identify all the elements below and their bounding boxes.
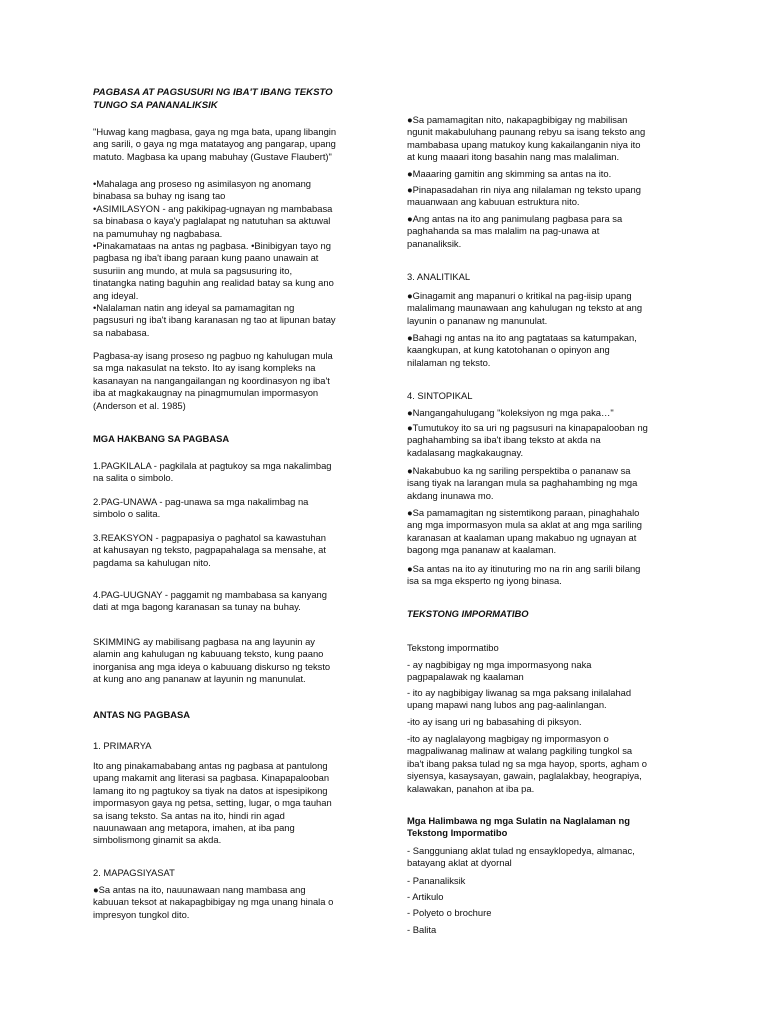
halimbawa-item: - Balita	[407, 924, 437, 935]
hakbang-item: 1.PAGKILALA - pagkilala at pagtukoy sa mga nakalimbag na salita o simbolo.	[93, 460, 332, 484]
intro-paragraph	[93, 178, 370, 339]
definition-line: sa mga nakasulat na teksto. Ito ay isang kompleks na	[93, 362, 316, 374]
bullet-item: ●Sa pamamagitan ng sistemtikong paraan, pinaghahalo ang mga impormasyon mula sa aklat at ang mga sariling karanasan at kaalaman upang makabuo ng ugnayan at bagong mga pananaw at kaalaman.	[407, 507, 643, 556]
bullet-item: ●Nakabubuo ka ng sariling perspektiba o pananaw sa isang tiyak na larangan mula sa paghahambing ng mga akdang inunawa mo.	[407, 465, 638, 501]
intro-line: susuriin ang mundo, at mula sa pagsusuring ito,	[93, 264, 293, 276]
quote-paragraph	[93, 126, 370, 163]
primarya-line: impormasyon gaya ng petsa, setting, lugar, o mga tauhan	[93, 797, 332, 809]
intro-line: •ASIMILASYON - ang pakikipag-ugnayan ng mambabasa	[93, 202, 333, 214]
mapagsiyasat-heading: 2. MAPAGSIYASAT	[93, 867, 175, 878]
halimbawa-heading: Mga Halimbawa ng mga Sulatin na Naglalaman ng Tekstong Impormatibo	[407, 815, 630, 839]
mapagsiyasat-line: impresyon tungkol dito.	[93, 908, 190, 920]
bullet-item: ●Maaaring gamitin ang skimming sa antas na ito.	[407, 168, 612, 179]
analitikal-heading: 3. ANALITIKAL	[407, 271, 471, 282]
intro-line: tinatangka nating baguhin ang realidad batay sa kung ano	[93, 277, 334, 289]
primarya-line: Ito ang pinakamababang antas ng pagbasa at pantulong	[93, 760, 328, 771]
definition-line: Pagbasa-ay isang proseso ng pagbuo ng kahulugan mula	[93, 350, 333, 361]
bullet-item: ●Pinapasadahan rin niya ang nilalaman ng teksto upang mauanwaan ang kabuuan estruktura nito.	[407, 184, 641, 208]
hakbang-heading: MGA HAKBANG SA PAGBASA	[93, 433, 230, 444]
bullet-item: ●Ang antas na ito ang panimulang pagbasa para sa paghahanda sa mas malalim na pag-unawa at pananaliksik.	[407, 213, 623, 249]
primarya-line: upang makamit ang literasi sa pagbasa. Kinapapalooban	[93, 772, 330, 784]
document-title	[93, 86, 370, 112]
bullet-item: ●Tumutukoy ito sa uri ng pagsusuri na kinapapalooban ng paghahambing sa iba't ibang teksto at akda na kadalasang magkakaugnay.	[407, 422, 648, 458]
skimming-line: SKIMMING ay mabilisang pagbasa na ang layunin ay	[93, 636, 315, 647]
mapagsiyasat-line: kabuuan teksot at nakapagbibigay ng mga unang hinala o	[93, 896, 334, 908]
halimbawa-item: - Artikulo	[407, 891, 444, 902]
informatibo-label: Tekstong impormatibo	[407, 642, 499, 653]
informatibo-item: -ito ay naglalayong magbigay ng impormasyon o magpaliwanag malinaw at walang pagkiling tungkol sa iba't ibang paksa tulad ng sa mga hayop, sports, agham o siyensya, kasaysayan, gawain, paglalakbay, heograpiya, kalawakan, panahon at iba pa.	[407, 733, 647, 794]
quote-line: matuto. Magbasa ka upang mabuhay (Gustave Flaubert)"	[93, 150, 332, 162]
quote-line: "Huwag kang magbasa, gaya ng mga bata, upang libangin	[93, 126, 337, 137]
skimming-line: inorganisa ang mga ideya o kabuuang diskurso ng teksto	[93, 660, 331, 672]
intro-line: •Nalalaman natin ang ideyal sa pamamagitan ng	[93, 302, 295, 314]
primarya-line: lamang ito ng pagtukoy sa tiyak na datos at ispesipikong	[93, 784, 328, 796]
definition-line: kasanayan na nangangailangan ng koordinasyon ng iba't	[93, 374, 330, 386]
primarya-paragraph	[93, 760, 370, 847]
intro-line: pagsusuri ng iba't ibang karanasan ng tao at lipunan batay	[93, 314, 336, 326]
primarya-line: nauunawaan ang metapora, imahen, at iba pang	[93, 822, 295, 834]
quote-line: ang sarili, o gaya ng mga matatayog ang pangarap, upang	[93, 138, 336, 150]
definition-paragraph	[93, 350, 370, 412]
intro-line: ang ideyal.	[93, 289, 139, 301]
intro-line: •Pinakamataas na antas ng pagbasa. •Binibigyan tayo ng	[93, 240, 331, 252]
mapagsiyasat-line: ●Sa antas na ito, nauunawaan nang mambasa ang	[93, 884, 306, 895]
hakbang-item: 3.REAKSYON - pagpapasiya o paghatol sa kawastuhan at kahusayan ng teksto, pagpapahalaga sa mensahe, at pagdama sa kahulugan nito.	[93, 532, 326, 568]
intro-line: na pamumuhay ng nagbabasa.	[93, 227, 223, 239]
intro-line: sa binabasa o kaya'y paglalapat ng natutuhan sa aktuwal	[93, 215, 331, 227]
bullet-item: ●Nangangahulugang "koleksiyon ng mga paka…"	[407, 407, 614, 418]
halimbawa-item: - Sangguniang aklat tulad ng ensayklopedya, almanac, batayang aklat at dyornal	[407, 845, 635, 869]
halimbawa-item: - Polyeto o brochure	[407, 907, 492, 918]
intro-line: binabasa sa buhay ng isang tao	[93, 190, 226, 202]
primarya-line: sa isang teksto. Sa antas na ito, hindi rin agad	[93, 809, 285, 821]
sintopikal-heading: 4. SINTOPIKAL	[407, 390, 473, 401]
mapagsiyasat-paragraph	[93, 884, 370, 921]
primarya-heading: 1. PRIMARYA	[93, 740, 152, 751]
informatibo-item: -ito ay isang uri ng babasahing di piksyon.	[407, 716, 582, 727]
intro-line: sa nababasa.	[93, 326, 150, 338]
informatibo-item: - ito ay nagbibigay liwanag sa mga paksang inilalahad upang mapawi nang lubos ang pag-aalinlangan.	[407, 687, 632, 711]
skimming-line: alamin ang kahulugan ng kabuuang teksto, kung paano	[93, 648, 324, 660]
hakbang-item: 2.PAG-UNAWA - pag-unawa sa mga nakalimbag na simbolo o salita.	[93, 496, 309, 520]
bullet-item: ●Sa pamamagitan nito, nakapagbibigay ng mabilisan ngunit makabuluhang paunang rebyu sa isang teksto ang mambabasa upang matukoy kung kakailanganin niya ito at kung maaari itong basahin nang mas malaliman.	[407, 114, 646, 163]
halimbawa-item: - Pananaliksik	[407, 875, 466, 886]
hakbang-item: 4.PAG-UUGNAY - paggamit ng mambabasa sa kanyang dati at mga bagong karanasan sa tunay na buhay.	[93, 589, 327, 613]
definition-line: (Anderson et al. 1985)	[93, 399, 186, 411]
skimming-line: at kung ano ang pananaw at layunin ng manunulat.	[93, 673, 306, 685]
informatibo-item: - ay nagbibigay ng mga impormasyong naka pagpapalawak ng kaalaman	[407, 659, 592, 683]
bullet-item: ●Bahagi ng antas na ito ang pagtataas sa katumpakan, kaangkupan, at kung katotohanan o opinyon ang nilalaman ng teksto.	[407, 332, 637, 368]
bullet-item: ●Ginagamit ang mapanuri o kritikal na pag-iisip upang malalimang maunawaan ang kahulugan ng teksto at ang layunin o pananaw ng manunulat.	[407, 290, 643, 326]
intro-line: •Mahalaga ang proseso ng asimilasyon ng anomang	[93, 178, 312, 189]
antas-heading: ANTAS NG PAGBASA	[93, 709, 191, 720]
informatibo-heading: TEKSTONG IMPORMATIBO	[407, 608, 529, 619]
intro-line: pagbasa ng iba't ibang paraan kung paano unawain at	[93, 252, 319, 264]
title-line: PAGBASA AT PAGSUSURI NG IBA'T IBANG TEKSTO	[93, 87, 333, 98]
definition-line: iba at magkakaugnay na pinagmumulan impormasyon	[93, 387, 319, 399]
title-line: TUNGO SA PANANALIKSIK	[93, 100, 218, 111]
skimming-paragraph	[93, 636, 370, 686]
primarya-line: simbolismong ginamit sa akda.	[93, 834, 222, 846]
bullet-item: ●Sa antas na ito ay itinuturing mo na rin ang sarili bilang isa sa mga eksperto ng iyong binasa.	[407, 563, 641, 587]
